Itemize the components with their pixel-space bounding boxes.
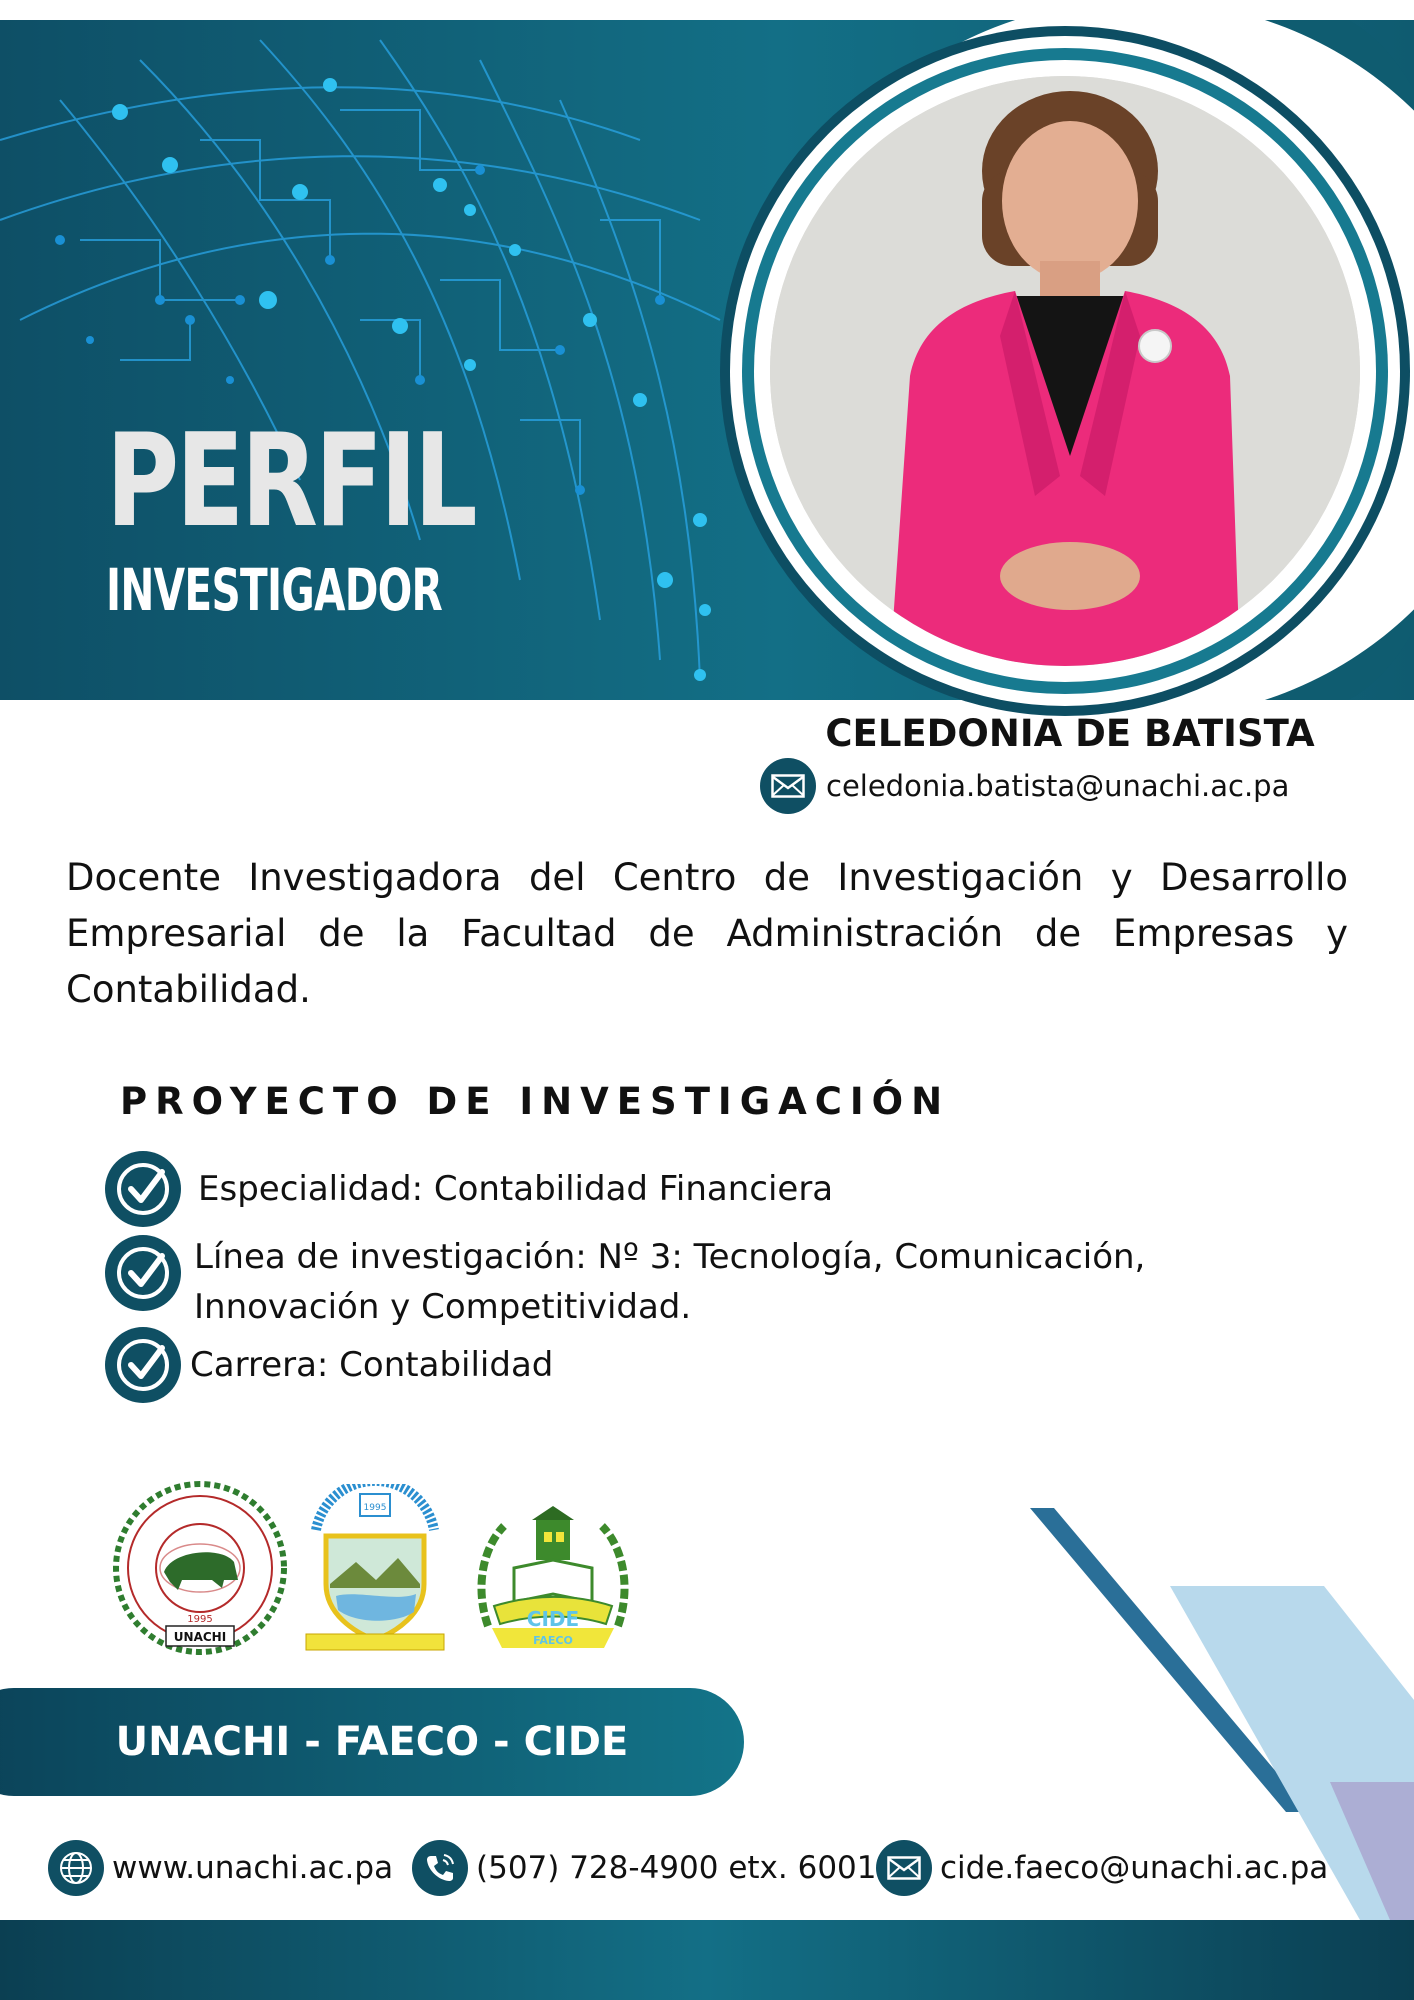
svg-text:FAECO: FAECO	[533, 1634, 573, 1647]
project-item-text: Innovación y Competitividad.	[194, 1287, 692, 1327]
project-item-text: Carrera: Contabilidad	[190, 1345, 554, 1385]
person-name: CELEDONIA DE BATISTA	[825, 712, 1315, 755]
person-photo	[770, 76, 1360, 666]
person-email[interactable]: celedonia.batista@unachi.ac.pa	[826, 769, 1290, 803]
profile-description: Docente Investigadora del Centro de Investigación y Desarrollo Empresarial de la Facultad de Administración de Empresas y Contabilidad.	[66, 856, 1348, 1011]
institution-banner-text: UNACHI - FAECO - CIDE	[115, 1719, 629, 1765]
svg-text:CIDE: CIDE	[526, 1607, 580, 1631]
faeco-logo	[296, 1484, 454, 1664]
contact-email[interactable]: cide.faeco@unachi.ac.pa	[940, 1850, 1329, 1886]
project-item	[104, 1326, 553, 1404]
unachi-logo	[112, 1480, 288, 1666]
page-subtitle: INVESTIGADOR	[106, 556, 443, 624]
website-link[interactable]: www.unachi.ac.pa	[112, 1850, 394, 1886]
footer-bar	[0, 1920, 1414, 2000]
cide-logo	[474, 1506, 632, 1652]
project-item	[104, 1232, 1145, 1332]
check-icon	[104, 1326, 182, 1404]
project-heading: PROYECTO DE INVESTIGACIÓN	[120, 1080, 951, 1123]
phone-number[interactable]: (507) 728-4900 etx. 6001	[476, 1850, 877, 1886]
svg-text:UNACHI: UNACHI	[173, 1630, 227, 1644]
phone-icon	[412, 1840, 468, 1896]
svg-text:1995: 1995	[363, 1503, 387, 1513]
mail-icon	[876, 1840, 932, 1896]
project-item-text: Especialidad: Contabilidad Financiera	[198, 1169, 834, 1209]
check-icon	[104, 1150, 182, 1228]
page-title: PERFIL	[106, 407, 475, 556]
svg-text:1995: 1995	[187, 1614, 213, 1625]
phone-contact	[412, 1838, 877, 1898]
project-item-text: Línea de investigación: Nº 3: Tecnología, Comunicación,	[194, 1237, 1146, 1277]
mail-icon	[760, 758, 816, 814]
project-item	[104, 1150, 833, 1228]
website-contact	[48, 1838, 393, 1898]
check-icon	[104, 1234, 182, 1312]
email-row	[760, 758, 1289, 814]
email-contact	[876, 1838, 1328, 1898]
globe-icon	[48, 1840, 104, 1896]
